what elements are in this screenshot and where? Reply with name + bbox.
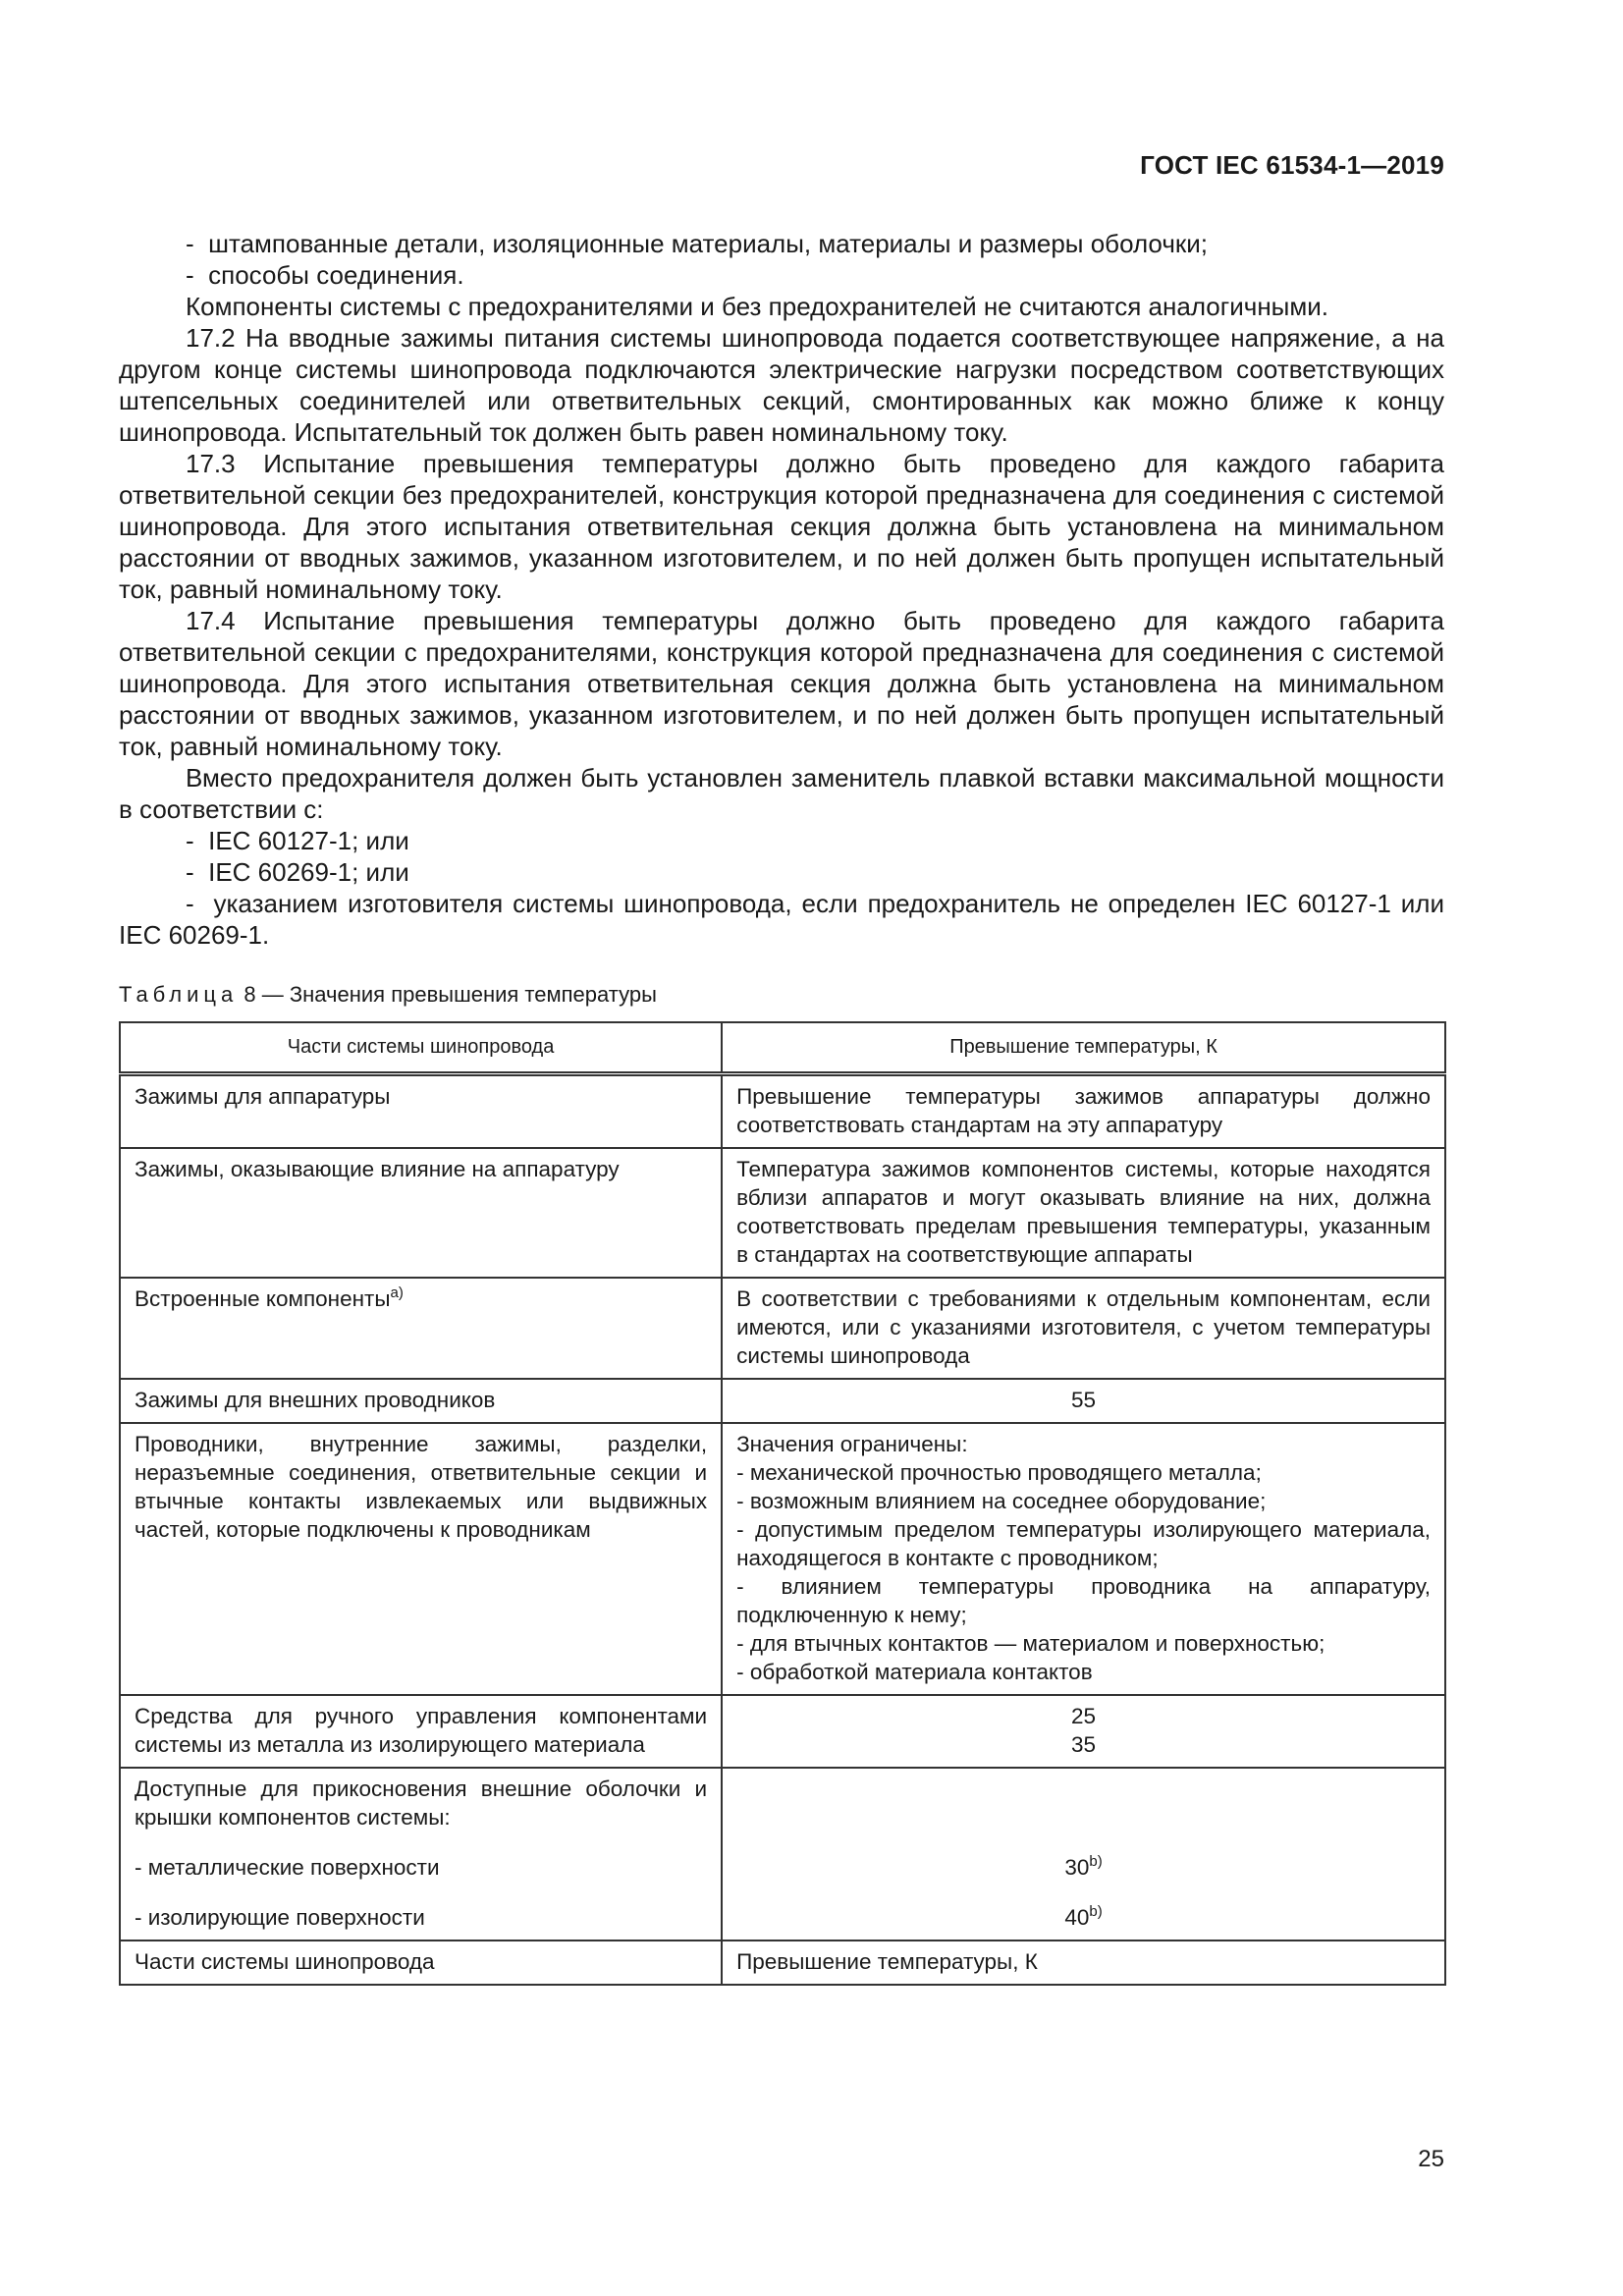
paragraph: Компоненты системы с предохранителями и без предохранителей не считаются аналогичными. [186,292,1328,321]
temperature-rise-table [119,1021,1446,1986]
list-item: - допустимым пределом температуры изолирующего материала, находящегося в контакте с проводником; [736,1517,1431,1570]
page-number: 25 [1418,2146,1444,2172]
list-item: - IEC 60127-1; или [119,825,1444,856]
table-row [120,1074,1445,1149]
list-item: - изолирующие поверхности [135,1905,425,1930]
table-row [120,1423,1445,1695]
cell-value: 25 [1071,1704,1097,1728]
list-item: - для втычных контактов — материалом и поверхностью; [736,1631,1325,1656]
table-row [120,1148,1445,1278]
body-text [119,228,1444,951]
cell-text: Встроенные компоненты [135,1286,391,1311]
table-cell: Проводники, внутренние зажимы, разделки, неразъемные соединения, ответвительные секции и втычные контакты извлекаемых или выдвижных частей, которые подключены к проводникам [120,1423,722,1695]
paragraph-17-2: 17.2 На вводные зажимы питания системы шинопровода подается соответствующее напряжение, а на другом конце системы шинопровода подключаются электрические нагрузки посредством соответствующих штепсельных соединителей или ответвительных секций, смонтированных как можно ближе к концу шинопровода. Испытательный ток должен быть равен номинальному току. [119,323,1444,447]
table-cell: Средства для ручного управления компонентами системы из металла из изолирующего материала [120,1695,722,1768]
table-cell: 55 [722,1379,1445,1423]
column-header: Части системы шинопровода [120,1022,722,1074]
paragraph: Вместо предохранителя должен быть установлен заменитель плавкой вставки максимальной мощности в соответствии с: [119,763,1444,824]
list-item: - влиянием температуры проводника на аппаратуру, подключенную к нему; [736,1574,1431,1627]
column-header: Превышение температуры, К [722,1022,1445,1074]
cell-value: 35 [1071,1732,1097,1757]
table-caption-title: 8 — Значения превышения температуры [243,982,657,1007]
cell-text: Значения ограничены: [736,1432,968,1456]
table-cell: Превышение температуры зажимов аппаратуры должно соответствовать стандартам на эту аппаратуру [722,1074,1445,1149]
table-row [120,1768,1445,1941]
paragraph-17-3: 17.3 Испытание превышения температуры должно быть проведено для каждого габарита ответвительной секции без предохранителей, конструкция которой предназначена для соединения с системой шинопровода. Для этого испытания ответвительная секция должна быть установлена на минимальном расстоянии от вводных зажимов, указанном изготовителем, и по ней должен быть пропущен испытательный ток, равный номинальному току. [119,449,1444,604]
list-item: - механической прочностью проводящего металла; [736,1460,1262,1485]
table-cell: Превышение температуры, К [722,1941,1445,1985]
table-caption [119,982,657,1008]
table-cell [722,1695,1445,1768]
table-caption-word: Таблица [119,982,239,1007]
list-item: - возможным влиянием на соседнее оборудование; [736,1489,1267,1513]
table-cell [120,1278,722,1379]
table-cell: Температура зажимов компонентов системы, которые находятся вблизи аппаратов и могут оказывать влияние на них, должна соответствовать пределам превышения температуры, указанным в стандартах на соответствующие аппараты [722,1148,1445,1278]
list-item: - обработкой материала контактов [736,1660,1093,1684]
list-item: - штампованные детали, изоляционные материалы, материалы и размеры оболочки; [119,228,1444,259]
table-row [120,1695,1445,1768]
cell-text: Доступные для прикосновения внешние оболочки и крышки компонентов системы: [135,1777,708,1830]
footnote-ref: b) [1089,1853,1103,1870]
table-cell: Части системы шинопровода [120,1941,722,1985]
table-cell: Зажимы для внешних проводников [120,1379,722,1423]
document-id: ГОСТ IEC 61534-1—2019 [1140,150,1444,180]
cell-value: 30 [1064,1855,1090,1880]
table-header-row [120,1022,1445,1074]
table-cell [120,1768,722,1941]
table-row [120,1941,1445,1985]
table-cell [722,1423,1445,1695]
list-item: - способы соединения. [119,259,1444,291]
footnote-ref: b) [1089,1903,1103,1920]
paragraph-17-4: 17.4 Испытание превышения температуры должно быть проведено для каждого габарита ответвительной секции с предохранителями, конструкция которой предназначена для соединения с системой шинопровода. Для этого испытания ответвительная секция должна быть установлена на минимальном расстоянии от вводных зажимов, указанном изготовителем, и по ней должен быть пропущен испытательный ток, равный номинальному току. [119,606,1444,761]
table-cell: Зажимы, оказывающие влияние на аппаратуру [120,1148,722,1278]
list-item: - указанием изготовителя системы шинопровода, если предохранитель не определен IEC 60127-1 или IEC 60269-1. [119,888,1444,951]
list-item: - металлические поверхности [135,1855,440,1880]
footnote-ref: a) [390,1285,404,1301]
table-cell: Зажимы для аппаратуры [120,1074,722,1149]
table-row [120,1278,1445,1379]
cell-value: 40 [1064,1905,1090,1930]
list-item: - IEC 60269-1; или [119,856,1444,888]
table-cell [722,1768,1445,1941]
table-row [120,1379,1445,1423]
table-cell: В соответствии с требованиями к отдельным компонентам, если имеются, или с указаниями изготовителя, с учетом температуры системы шинопровода [722,1278,1445,1379]
